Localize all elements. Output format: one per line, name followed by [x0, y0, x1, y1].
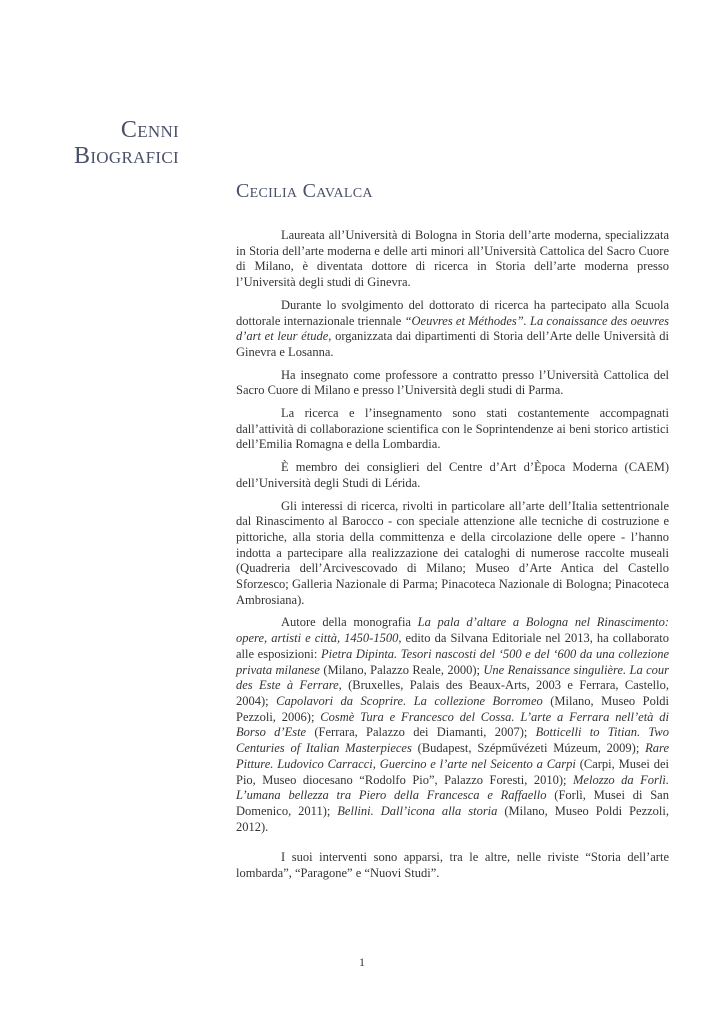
paragraph-education: Laureata all’Università di Bologna in Storia dell’arte moderna, specializzata in Storia dell’arte moderna e delle arti minori all’Università Cattolica del Sacro Cuore di Milano, è diventata dottore di ricerca in Storia dell’arte moderna presso l’Università degli studi di Ginevra. [236, 228, 669, 290]
section-title [74, 117, 179, 169]
paragraph-membership: È membro dei consiglieri del Centre d’Art d’Època Moderna (CAEM) dell’Università degli Studi di Lérida. [236, 460, 669, 490]
paragraph-research-interests: Gli interessi di ricerca, rivolti in particolare all’arte dell’Italia settentrionale dal Rinascimento al Barocco - con speciale attenzione alle tecniche di costruzione e pittoriche, alla storia della committenza e della circolazione delle opere - l’hanno indotta a partecipare alla realizzazione dei cataloghi di numerose raccolte museali (Quadreria dell’Arcivescovado di Milano; Museo d’Arte Antica del Castello Sforzesco; Galleria Nazionale di Parma; Pinacoteca Nazionale di Bologna; Pinacoteca Ambrosiana). [236, 498, 669, 607]
section-title-line-1: Cenni [120, 117, 179, 143]
biography-body [236, 228, 669, 889]
paragraph-research-collaboration: La ricerca e l’insegnamento sono stati costantemente accompagnati dall’attività di collaborazione scientifica con le Soprintendenze ai beni storico artistici dell’Emilia Romagna e della Lombardia. [236, 406, 669, 452]
page-number: 1 [359, 955, 365, 969]
paragraph-publications: Autore della monografia La pala d’altare a Bologna nel Rinascimento: opere, artisti e città, 1450-1500, edito da Silvana Editoriale nel 2013, ha collaborato alle esposizioni: Pietra Dipinta. Tesori nascosti del ‘500 e del ‘600 da una collezione privata milanese (Milano, Palazzo Reale, 2000); Une Renaissance singulière. La cour des Este à Ferrare, (Bruxelles, Palais des Beaux-Arts, 2003 e Ferrara, Castello, 2004); Capolavori da Scoprire. La collezione Borromeo (Milano, Museo Poldi Pezzoli, 2006); Cosmè Tura e Francesco del Cossa. L’arte a Ferrara nell’età di Borso d’Este (Ferrara, Palazzo dei Diamanti, 2007); Botticelli to Titian. Two Centuries of Italian Masterpieces (Budapest, Szépművézeti Múzeum, 2009); Rare Pitture. Ludovico Carracci, Guercino e l’arte nel Seicento a Carpi (Carpi, Musei dei Pio, Museo diocesano “Rodolfo Pio”, Palazzo Foresti, 2010); Melozzo da Forlì. L’umana bellezza tra Piero della Francesca e Raffaello (Forlì, Musei di San Domenico, 2011); Bellini. Dall’icona alla storia (Milano, Museo Poldi Pezzoli, 2012). [236, 615, 670, 834]
author-name: Cecilia Cavalca [236, 180, 373, 202]
paragraph-teaching: Ha insegnato come professore a contratto presso l’Università Cattolica del Sacro Cuore di Milano e presso l’Università degli studi di Parma. [236, 367, 669, 398]
paragraph-journals: I suoi interventi sono apparsi, tra le altre, nelle riviste “Storia dell’arte lombarda”, “Paragone” e “Nuovi Studi”. [236, 850, 669, 881]
paragraph-doctorate: Durante lo svolgimento del dottorato di ricerca ha partecipato alla Scuola dottorale internazionale triennale “Oeuvres et Méthodes”. La conaissance des oeuvres d’art et leur étude, organizzata dai dipartimenti di Storia dell’Arte delle Università di Ginevra e Losanna. [236, 297, 669, 359]
section-title-line-2: Biografici [74, 143, 179, 169]
